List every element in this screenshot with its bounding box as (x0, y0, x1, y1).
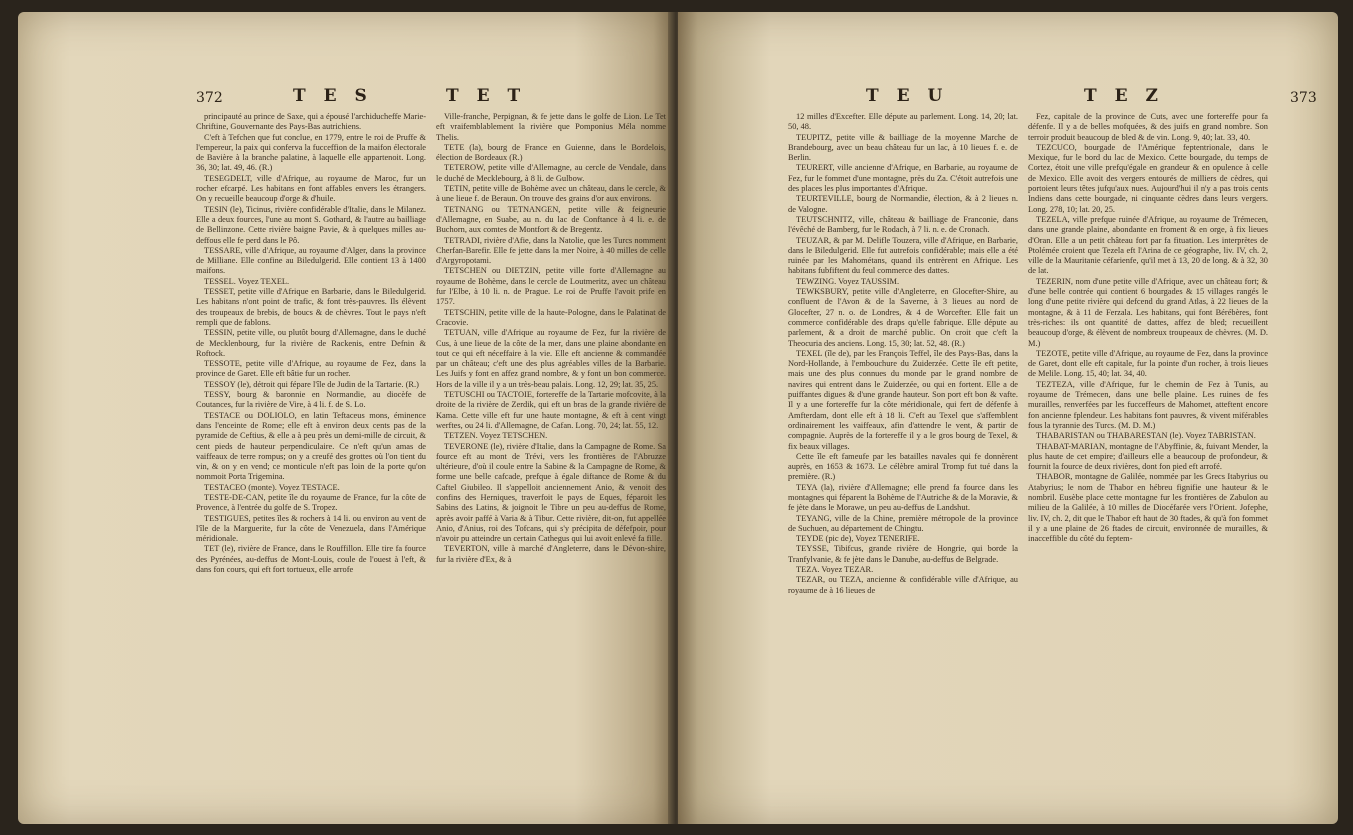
entry-paragraph: THABOR, montagne de Galilée, nommée par les Grecs Itabyrius ou Atabyrius; le nom de Thabor en hébreu fignifie une hauteur & le nombril. Eusèbe place cette montagne fur les frontières de Zabulon au milieu de la Galilée, à 10 milles de Diocéfarée vers l'Orient. Jofephe, liv. IV, ch. 2, dit que le Thabor eft haut de 30 ftades, & qu'à fon fommet il y a une plaine de 26 ftades de circuit, environnée de murailles, & inacceffible du côté du feptem- (1028, 472, 1268, 544)
entry-paragraph: TEZOTE, petite ville d'Afrique, au royaume de Fez, dans la province de Garet, dont elle eft capitale, fur la pointe d'un rocher, à trois lieues de Melile. Long. 15, 40; lat. 34, 40. (1028, 348, 1268, 379)
text-column (788, 112, 1018, 802)
entry-paragraph: TESTIGUES, petites îles & rochers à 14 li. ou environ au vent de l'île de la Marguerite, fur la côte de Venezuela, dans l'Amérique méridionale. (196, 513, 426, 544)
entry-paragraph: TESSIN, petite ville, ou plutôt bourg d'Allemagne, dans le duché de Mecklenbourg, fur la rivière de Rackenis, entre Defnin & Roftock. (196, 328, 426, 358)
entry-paragraph: TETRADI, rivière d'Afie, dans la Natolie, que les Turcs nomment Cherfan-Barefir. Elle fe jette dans la mer Noire, à 40 milles de celle d'Argyropotami. (436, 235, 666, 266)
entry-paragraph: TEWZING. Voyez TAUSSIM. (796, 276, 900, 286)
entry-paragraph: TEVERTON, ville à marché d'Angleterre, dans le Dévon-shire, fur la rivière d'Ex, & à (436, 544, 666, 564)
page-number: 372 (196, 90, 223, 106)
entry-paragraph: TESSEL. Voyez TEXEL. (204, 276, 290, 286)
running-head: T E T (446, 86, 527, 106)
entry-paragraph: TETIN, petite ville de Bohème avec un château, dans le cercle, & à une lieue f. de Beraun. On trouve des grains d'or aux environs. (436, 184, 666, 204)
entry-paragraph: TEZAR, ou TEZA, ancienne & confidérable ville d'Afrique, au royaume de à 16 lieues de (788, 575, 1018, 595)
entry-paragraph: TESSOY (le), détroit qui fépare l'île de Judin de la Tartarie. (R.) (204, 379, 419, 389)
entry-paragraph: TEUPITZ, petite ville & bailliage de la moyenne Marche de Brandebourg, avec un beau château fur un lac, à 10 lieues f. e. de Berlin. (788, 132, 1018, 163)
entry-paragraph: TEWKSBURY, petite ville d'Angleterre, en Glocefter-Shire, au confluent de l'Avon & de la Saverne, à 3 lieues au nord de Glocefter, 27 n. o. de Londres, & 4 de Worcefter. Elle fait un commerce confidérable des draps qu'elle fabrique. Elle députe au parlement, & a droit de marché public. On croit que c'eft la Theocuria des anciens. Long. 15, 30; lat. 52, 48. (R.) (788, 287, 1018, 348)
entry-paragraph: TESSARE, ville d'Afrique, au royaume d'Alger, dans la province de Milliane. Elle confine au Biledulgerid. Elle contient 13 à 1400 maifons. (196, 245, 426, 276)
entry-paragraph: TESSET, petite ville d'Afrique en Barbarie, dans le Biledulgerid. Les habitans n'ont point de trafic, & font très-pauvres. Ils élèvent des troupeaux de brebis, de boucs & de chèvres. Tout le pays n'eft rempli que de fablons. (196, 287, 426, 327)
entry-paragraph: TEURERT, ville ancienne d'Afrique, en Barbarie, au royaume de Fez, fur le fommet d'une montagne, près du Za. C'étoit autrefois une des places les plus importantes d'Afrique. (788, 163, 1018, 194)
entry-paragraph: TEYDE (pic de), Voyez TENERIFE. (796, 534, 920, 544)
entry-paragraph: principauté au prince de Saxe, qui a épousé l'archiducheffe Marie-Chriftine, Gouvernante des Pays-Bas autrichiens. (196, 112, 426, 132)
running-head: T E Z (1084, 86, 1164, 106)
running-head: T E S (293, 86, 373, 106)
entry-paragraph: TESTACEO (monte). Voyez TESTACE. (204, 482, 340, 492)
entry-paragraph: TEZELA, ville prefque ruinée d'Afrique, au royaume de Trémecen, dans une grande plaine, abondante en froment & en orge, à fix lieues d'Oran. Elle a un petit château fort par fa fituation. Les interprètes de Ptolémée croient que Tezela eft l'Arina de ce géographe, liv. IV, ch. 2, ville de la Mauritanie céfarienfe, qu'il met à 13, 20 de long. & à 32, 30 de lat. (1028, 214, 1268, 276)
entry-paragraph: TESSOTE, petite ville d'Afrique, au royaume de Fez, dans la province de Garet. Elle eft bâtie fur un rocher. (196, 359, 426, 379)
entry-paragraph: TESSY, bourg & baronnie en Normandie, au diocèfe de Coutances, fur la rivière de Vire, à 4 li. f. de S. Lo. (196, 390, 426, 410)
entry-paragraph: TEURTEVILLE, bourg de Normandie, élection, & à 2 lieues n. de Valogne. (788, 194, 1018, 214)
entry-paragraph: TETUSCHI ou TACTOIE, fortereffe de la Tartarie mofcovite, à la droite de la rivière de Zerdik, qui eft un bras de la grande rivière de Kama. Cette ville eft fur une haute montagne, & eft à cent vingt werftes, ou 24 li. d'Allemagne, de Cafan. Long. 70, 24; lat. 55, 12. (436, 390, 666, 430)
entry-paragraph: Cette île eft fameufe par les batailles navales qui fe donnèrent auprès, en 1653 & 1673. Le célèbre amiral Tromp fut tué dans la première. (R.) (788, 451, 1018, 482)
entry-paragraph: TEZA. Voyez TEZAR. (796, 565, 874, 575)
left-page (18, 12, 673, 824)
entry-paragraph: TESEGDELT, ville d'Afrique, au royaume de Maroc, fur un rocher efcarpé. Les habitans en font affables envers les étrangers. On y recueille beaucoup d'orge & d'huile. (196, 173, 426, 204)
entry-paragraph: TEXEL (île de), par les François Teffel, île des Pays-Bas, dans la Nord-Hollande, à l'embouchure du Zuiderzée. Cette île eft petite, mais une des plus connues du monde par le grand nombre de navires qui entrent dans le Zuiderzée, ou qui en fortent. Elle a de puiffantes digues & d'une grande hauteur. Son port eft bon & vafte. Il y a une fortereffe fur la côte méridionale, qui fert de défenfe à Amfterdam, dont elle eft à 18 li. C'eft au Texel que s'affemblent ordinairement les vaiffeaux, afin d'attendre le vent, & partir de compagnie. Auprès de la fortereffe il y a le gros bourg de Texel, & fix beaux villages. (788, 348, 1018, 451)
entry-paragraph: TETZEN. Voyez TETSCHEN. (444, 431, 548, 441)
entry-paragraph: C'eft à Tefchen que fut conclue, en 1779, entre le roi de Pruffe & l'empereur, la paix qui conferva la fucceffion de la maifon électorale de Bavière à la branche palatine, à laquelle elle appartenoit. Long. 36, 30; lat. 49, 46. (R.) (196, 132, 426, 173)
entry-paragraph: Fez, capitale de la province de Cuts, avec une fortereffe pour fa défenfe. Il y a de belles mofquées, & des juifs en grand nombre. Son terroir produit beaucoup de bled & de vin. Long. 9, 40; lat. 33, 40. (1028, 112, 1268, 142)
text-column (196, 112, 426, 802)
right-page (678, 12, 1338, 824)
running-head: T E U (866, 86, 949, 106)
entry-paragraph: TETNANG ou TETNANGEN, petite ville & feigneurie d'Allemagne, en Suabe, au n. du lac de Conftance à 4 li. e. de Buchorn, aux comtes de Montfort & de Bregentz. (436, 204, 666, 235)
entry-paragraph: THABARISTAN ou THABARESTAN (le). Voyez TABRISTAN. (1036, 431, 1256, 441)
entry-paragraph: Ville-franche, Perpignan, & fe jette dans le golfe de Lion. Le Tet eft vraifemblablement la rivière que Pomponius Méla nomme Thelis. (436, 112, 666, 142)
entry-paragraph: TETUAN, ville d'Afrique au royaume de Fez, fur la rivière de Cus, à une lieue de la côte de la mer, dans une plaine abondante en tout ce qui eft néceffaire à la vie. Elle eft ancienne & commandée par un château; c'eft une des plus agréables villes de la Barbarie. Les Juifs y font en affez grand nombre, & y font un bon commerce. Hors de la ville il y a un très-beau palais. Long. 12, 29; lat. 35, 25. (436, 328, 666, 389)
entry-paragraph: TESTACE ou DOLIOLO, en latin Teftaceus mons, éminence dans l'enceinte de Rome; elle eft à environ deux cents pas de la pyramide de Ceftius, & elle a à peu près un demi-mille de circuit, & cent pieds de hauteur perpendiculaire. Ce n'eft qu'un amas de vaiffeaux de terre rompus; on y a creufé des grottes où l'on tient du vin, & on y en vend; ce monticule n'eft pas loin de la porte qu'on nommoit Porta Trigemina. (196, 410, 426, 482)
entry-paragraph: THABAT-MARIAN, montagne de l'Abyffinie, &, fuivant Mender, la plus haute de cet empire; d'ailleurs elle a beaucoup de profondeur, & fournit la fource de deux rivières, dont fon pied eft arrofé. (1028, 441, 1268, 472)
entry-paragraph: TEVERONE (le), rivière d'Italie, dans la Campagne de Rome. Sa fource eft au mont de Trévi, vers les frontières de l'Abruzze ultérieure, d'où il coule entre la Sabine & la Campagne de Rome, & forme une belle cafcade, prefque à égale diftance de Rome & du Caftel Giubileo. Il s'appelloit anciennement Anio, & venoit des confins des Herniques, traverfoit le pays de Eques, féparoit les Sabins des Latins, & joignoit le Tibre un peu au-deffus de Rome, après avoir paffé à Varia & à Tibur. Cette rivière, dit-on, fut appellée Anio, d'Anius, roi des Tofcans, qui s'y précipita de défefpoir, pour n'avoir pu atteindre un certain Cathegus qui lui avoit enlevé fa fille. (436, 441, 666, 544)
text-column (1028, 112, 1268, 802)
entry-paragraph: TETSCHIN, petite ville de la haute-Pologne, dans le Palatinat de Cracovie. (436, 307, 666, 327)
page-number: 373 (1290, 90, 1317, 106)
entry-paragraph: TESTE-DE-CAN, petite île du royaume de France, fur la côte de Provence, à l'entrée du golfe de S. Tropez. (196, 492, 426, 513)
text-column (436, 112, 666, 802)
entry-paragraph: TEUTSCHNITZ, ville, château & bailliage de Franconie, dans l'évêché de Bamberg, fur le Rodach, à 7 li. n. e. de Cronach. (788, 214, 1018, 235)
entry-paragraph: TEYA (la), rivière d'Allemagne; elle prend fa fource dans les montagnes qui féparent la Bohème de l'Autriche & de la Moravie, & fe jète dans le Morawe, un peu au-deffus de Landshut. (788, 482, 1018, 513)
entry-paragraph: TEZCUCO, bourgade de l'Amérique feptentrionale, dans le Mexique, fur le bord du lac de Mexico. Cette bourgade, du temps de Cortez, étoit une ville prefqu'égale en grandeur & en opulence à celle de Mexico. Elle avoit des vergers entourés de milliers de cèdres, qui portoient leurs têtes jufqu'aux nues. Aujourd'hui il n'y a pas trois cents Indiens dans cette bourgade, ni cinquante cèdres dans leurs vergers. Long. 278, 10; lat. 20, 25. (1028, 142, 1268, 214)
entry-paragraph: TEYSSE, Tibifcus, grande rivière de Hongrie, qui borde la Tranfylvanie, & fe jète dans le Danube, au-deffus de Belgrade. (788, 544, 1018, 564)
entry-paragraph: TEUZAR, & par M. Delifle Touzera, ville d'Afrique, en Barbarie, dans le Biledulgerid. Elle fut autrefois confidérable; mais elle a été ruinée par les Mahométans, quand ils entrèrent en Afrique. Les habitans fubfiftent du feul commerce des dattes. (788, 235, 1018, 276)
entry-paragraph: TESIN (le), Ticinus, rivière confidérable d'Italie, dans le Milanez. Elle a deux fources, l'une au mont S. Gothard, & l'autre au bailliage de Bellinzone. Cette rivière baigne Pavie, & à quelques milles au-deffous elle fe perd dans le Pô. (196, 204, 426, 245)
book-spread (18, 12, 1338, 824)
entry-paragraph: TEZTEZA, ville d'Afrique, fur le chemin de Fez à Tunis, au royaume de Trémecen, dans une belle plaine. Les ruines de fes murailles, renverfées par les fucceffeurs de Mahomet, atteftent encore fon ancienne fplendeur. Les habitans font pauvres, & vivent miférables fous la tyrannie des Turcs. (M. D. M.) (1028, 379, 1268, 430)
entry-paragraph: TETSCHEN ou DIETZIN, petite ville forte d'Allemagne au royaume de Bohème, dans le cercle de Loutmeritz, avec un château fur l'Elbe, à 10 li. n. de Prague. Le roi de Pruffe l'avoit prife en 1757. (436, 266, 666, 307)
entry-paragraph: TETEROW, petite ville d'Allemagne, au cercle de Vendale, dans le duché de Mecklebourg, à 8 li. de Gulbow. (436, 163, 666, 183)
entry-paragraph: TEZERIN, nom d'une petite ville d'Afrique, avec un château fort; & d'une belle contrée qui contient 6 bourgades & 15 villages rangés le long d'une petite rivière qui defcend du grand Atlas, à 22 lieues de la montagne, & à 11 de Ferzala. Les habitans, qui font Bérébères, font très-riches: ils ont quantité de dattes, affez de bled; recueillent beaucoup d'orge, & élèvent de nombreux troupeaux de chèvres. (M. D. M.) (1028, 276, 1268, 348)
entry-paragraph: 12 milles d'Excefter. Elle députe au parlement. Long. 14, 20; lat. 50, 48. (788, 112, 1018, 132)
entry-paragraph: TET (le), rivière de France, dans le Rouffillon. Elle tire fa fource des Pyrénées, au-deffus de Mont-Louis, coule de l'ouest à l'eft, & dans fon cours, qui eft fort tortueux, elle arrofe (196, 544, 426, 575)
entry-paragraph: TEYANG, ville de la Chine, première métropole de la province de Suchuen, au département de Chingtu. (788, 513, 1018, 533)
entry-paragraph: TETE (la), bourg de France en Guienne, dans le Bordelois, élection de Bordeaux (R.) (436, 142, 666, 163)
